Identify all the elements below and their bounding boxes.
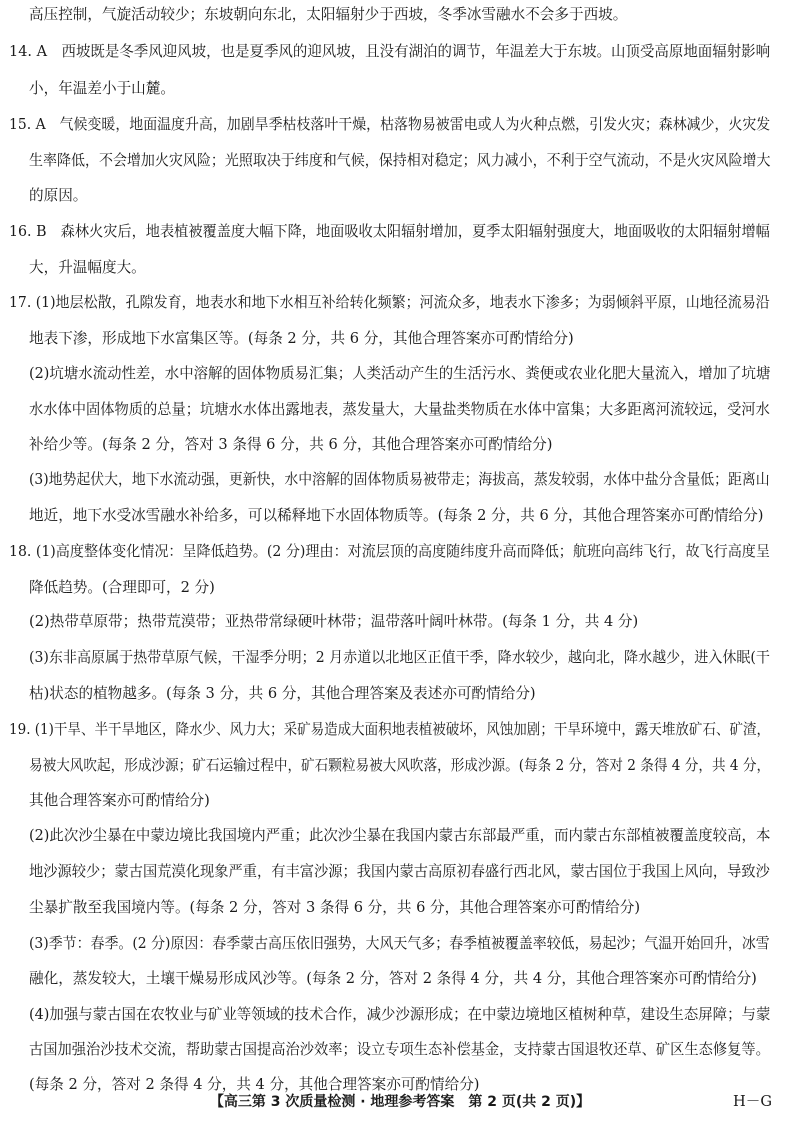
- text-line: (3)地势起伏大，地下水流动强，更新快，水中溶解的固体物质易被带走；海拔高，蒸发较弱，水体中盐分含量低；距离山: [29, 471, 770, 488]
- text-line: (3)季节：春季。(2 分)原因：春季蒙古高压依旧强势，大风天气多；春季植被覆盖率较低，易起沙；气温开始回升，冰雪: [29, 935, 770, 952]
- text-line: 地沙源较少；蒙古国荒漠化现象严重，有丰富沙源；我国内蒙古高原初春盛行西北风，蒙古国位于我国上风向，导致沙: [29, 863, 770, 880]
- text-line: 降低趋势。(合理即可，2 分): [29, 579, 215, 596]
- text-line: 易被大风吹起，形成沙源；矿石运输过程中，矿石颗粒易被大风吹落，形成沙源。(每条 2 分，答对 2 条得 4 分，共 4 分，: [29, 757, 771, 774]
- text-line: 生率降低，不会增加火灾风险；光照取决于纬度和气候，保持相对稳定；风力减小，不利于空气流动，不是火灾风险增大: [29, 152, 771, 169]
- text-line: 大，升温幅度大。: [29, 259, 146, 276]
- text-line: 古国加强治沙技术交流，帮助蒙古国提高治沙效率；设立专项生态补偿基金，支持蒙古国退牧还草、矿区生态修复等。: [29, 1041, 770, 1058]
- text-line: 高压控制，气旋活动较少；东坡朝向东北，太阳辐射少于西坡，冬季冰雪融水不会多于西坡。: [29, 6, 628, 23]
- text-line: 其他合理答案亦可酌情给分): [29, 792, 210, 809]
- text-line: 小，年温差小于山麓。: [29, 80, 175, 97]
- answer-15-line: 15. A 气候变暖，地面温度升高，加剧旱季枯枝落叶干燥，枯落物易被雷电或人为火种点燃，引发火灾；森林减少，火灾发: [9, 116, 771, 133]
- text-line: 地近，地下水受冰雪融水补给多，可以稀释地下水固体物质等。(每条 2 分，共 6 分，其他合理答案亦可酌情给分): [29, 507, 764, 524]
- text-line: 的原因。: [29, 187, 88, 204]
- answer-17-line: 17. (1)地层松散，孔隙发育，地表水和地下水相互补给转化频繁；河流众多，地表水下渗多；为弱倾斜平原，山地径流易沿: [9, 294, 770, 311]
- answer-19-line: 19. (1)干旱、半干旱地区，降水少、风力大；采矿易造成大面积地表植被破坏，风蚀加剧；干旱环境中，露天堆放矿石、矿渣，: [9, 721, 771, 738]
- text-line: 地表下渗，形成地下水富集区等。(每条 2 分，共 6 分，其他合理答案亦可酌情给分): [29, 330, 574, 347]
- text-line: 尘暴扩散至我国境内等。(每条 2 分，答对 3 条得 6 分，共 6 分，其他合理答案亦可酌情给分): [29, 899, 641, 916]
- text-line: (2)此次沙尘暴在中蒙边境比我国境内严重；此次沙尘暴在我国内蒙古东部最严重，而内蒙古东部植被覆盖度较高，本: [29, 827, 771, 844]
- text-line: (2)坑塘水流动性差，水中溶解的固体物质易汇集；人类活动产生的生活污水、粪便或农业化肥大量流入，增加了坑塘: [29, 365, 771, 382]
- footer-code: H－G: [733, 1093, 772, 1110]
- answer-18-line: 18. (1)高度整体变化情况：呈降低趋势。(2 分)理由：对流层顶的高度随纬度升高而降低；航班向高纬飞行，故飞行高度呈: [9, 543, 770, 560]
- text-line: (4)加强与蒙古国在农牧业与矿业等领域的技术合作，减少沙源形成；在中蒙边境地区植树种草，建设生态屏障；与蒙: [29, 1006, 771, 1023]
- footer-title: 【高三第 3 次质量检测 · 地理参考答案 第 2 页(共 2 页)】: [209, 1094, 591, 1110]
- text-line: 枯)状态的植物越多。(每条 3 分，共 6 分，其他合理答案及表述亦可酌情给分): [29, 685, 536, 702]
- text-line: (每条 2 分，答对 2 条得 4 分，共 4 分，其他合理答案亦可酌情给分): [29, 1076, 480, 1093]
- text-line: 水水体中固体物质的总量；坑塘水水体出露地表，蒸发量大，大量盐类物质在水体中富集；大多距离河流较远，受河水: [29, 401, 770, 418]
- answer-16-line: 16. B 森林火灾后，地表植被覆盖度大幅下降，地面吸收太阳辐射增加，夏季太阳辐射强度大，地面吸收的太阳辐射增幅: [9, 223, 770, 240]
- text-line: (3)东非高原属于热带草原气候，干湿季分明；2 月赤道以北地区正值干季，降水较少，越向北，降水越少，进入休眠(干: [29, 649, 770, 666]
- text-line: 补给少等。(每条 2 分，答对 3 条得 6 分，共 6 分，其他合理答案亦可酌情给分): [29, 436, 553, 453]
- text-line: (2)热带草原带；热带荒漠带；亚热带常绿硬叶林带；温带落叶阔叶林带。(每条 1 分，共 4 分): [29, 613, 639, 630]
- answer-14-line: 14. A 西坡既是冬季风迎风坡，也是夏季风的迎风坡，且没有湖泊的调节，年温差大于东坡。山顶受高原地面辐射影响: [9, 43, 771, 60]
- text-line: 融化，蒸发较大，土壤干燥易形成风沙等。(每条 2 分，答对 2 条得 4 分，共 4 分，其他合理答案亦可酌情给分): [29, 970, 757, 987]
